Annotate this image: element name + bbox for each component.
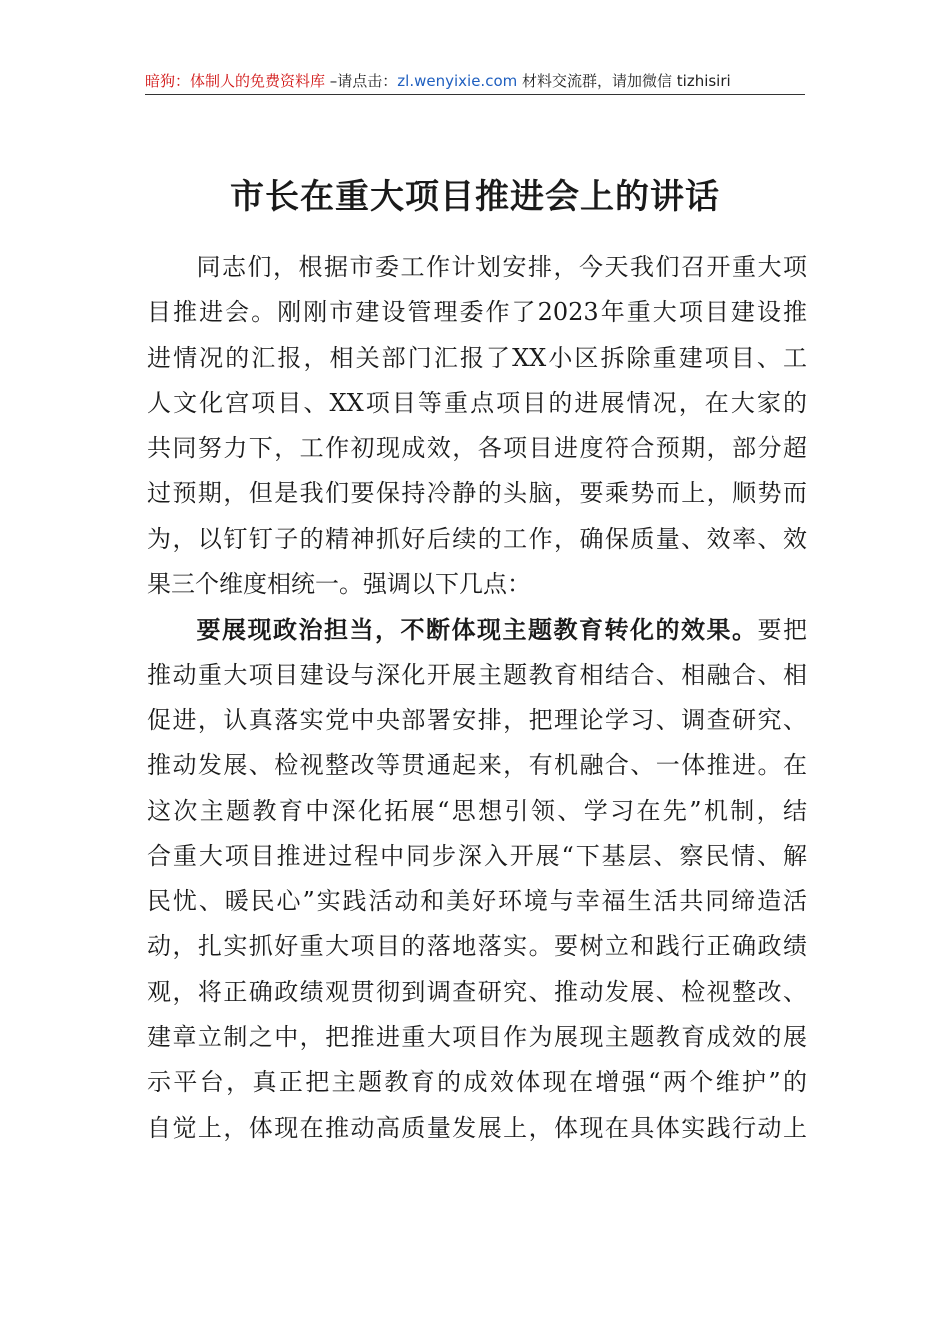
header-wechat-note: 材料交流群，请加微信 tizhisiri: [517, 72, 731, 90]
paragraph-line: 这次主题教育中深化拓展“思想引领、学习在先”机制，结: [147, 796, 807, 825]
paragraph-line: 推动重大项目建设与深化开展主题教育相结合、相融合、相: [147, 660, 807, 689]
paragraph-line: 为，以钉钉子的精神抓好后续的工作，确保质量、效率、效: [147, 524, 807, 553]
paragraph-line: 果三个维度相统一。强调以下几点：: [147, 570, 531, 599]
paragraph-line: 人文化宫项目、XX项目等重点项目的进展情况，在大家的: [147, 388, 807, 417]
document-title: 市长在重大项目推进会上的讲话: [230, 177, 720, 217]
paragraph-line: 动，扎实抓好重大项目的落地落实。要树立和践行正确政绩: [147, 932, 807, 961]
paragraph-line: 观，将正确政绩观贯彻到调查研究、推动发展、检视整改、: [147, 977, 807, 1006]
paragraph-line: 要展现政治担当，不断体现主题教育转化的效果。要把: [195, 615, 807, 645]
header-site-name: 暗狗：体制人的免费资料库: [145, 72, 326, 90]
header-click-prompt: –请点击：: [325, 72, 398, 90]
paragraph-line: 民忧、暖民心”实践活动和美好环境与幸福生活共同缔造活: [147, 887, 807, 916]
paragraph-line: 合重大项目推进过程中同步深入开展“下基层、察民情、解: [147, 841, 807, 870]
paragraph-line: 自觉上，体现在推动高质量发展上，体现在具体实践行动上: [147, 1113, 807, 1142]
paragraph-1: [147, 245, 807, 607]
paragraph-line: 示平台，真正把主题教育的成效体现在增强“两个维护”的: [147, 1068, 807, 1097]
paragraph-2: [147, 607, 807, 1151]
paragraph-line: 促进，认真落实党中央部署安排，把理论学习、调查研究、: [147, 705, 807, 734]
paragraph-line: 目推进会。刚刚市建设管理委作了2023年重大项目建设推: [147, 298, 807, 327]
page-header: [145, 70, 805, 95]
paragraph-line: 推动发展、检视整改等贯通起来，有机融合、一体推进。在: [147, 751, 807, 780]
paragraph-line: 进情况的汇报，相关部门汇报了XX小区拆除重建项目、工: [147, 343, 807, 372]
paragraph-line: 建章立制之中，把推进重大项目作为展现主题教育成效的展: [147, 1023, 807, 1052]
paragraph-line: 过预期，但是我们要保持冷静的头脑，要乘势而上，顺势而: [147, 479, 807, 508]
document-body: [147, 245, 807, 1151]
paragraph-line: 同志们，根据市委工作计划安排，今天我们召开重大项: [195, 253, 807, 281]
section-heading: 要展现政治担当，不断体现主题教育转化的效果。: [195, 615, 758, 645]
paragraph-line: 共同努力下，工作初现成效，各项目进度符合预期，部分超: [147, 434, 807, 463]
header-url-link[interactable]: zl.wenyixie.com: [397, 72, 518, 90]
